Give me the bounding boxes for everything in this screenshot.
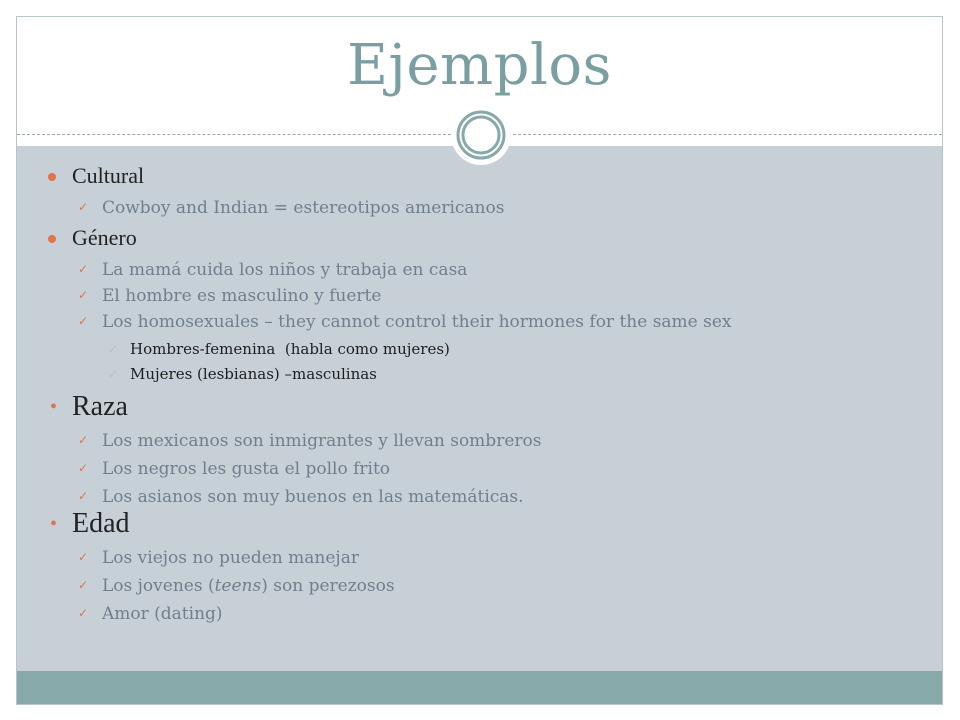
- heading-text: Cultural: [72, 163, 145, 188]
- checkmark-icon: ✓: [78, 262, 89, 276]
- list-item-cultural: [72, 163, 144, 189]
- footer-bar: [17, 671, 942, 705]
- checkmark-icon: ✓: [78, 200, 89, 214]
- slide: [16, 16, 943, 705]
- list-subitem: [78, 548, 359, 568]
- checkmark-icon: ✓: [78, 550, 89, 564]
- heading-text: Género: [72, 225, 137, 250]
- subitem-text: Los mexicanos son inmigrantes y llevan sombreros: [102, 431, 542, 451]
- checkmark-icon: ✓: [78, 433, 89, 447]
- checkmark-icon: ✓: [78, 578, 89, 592]
- subitem-text: La mamá cuida los niños y trabaja en casa: [102, 260, 468, 280]
- list-subsubitem: [108, 365, 377, 383]
- list-subitem: [78, 312, 732, 332]
- subitem-text: Los jovenes (: [102, 576, 215, 596]
- subitem-text: Cowboy and Indian = estereotipos americanos: [102, 198, 505, 218]
- subitem-italic-text: teens: [214, 576, 262, 596]
- list-subitem: [78, 286, 382, 306]
- checkmark-icon: ✓: [78, 489, 89, 503]
- list-subitem: [78, 604, 223, 624]
- subitem-text: Amor (dating): [102, 604, 223, 624]
- list-subitem: [78, 576, 395, 596]
- list-item-edad: [50, 508, 130, 540]
- list-subitem: [78, 487, 524, 507]
- bullet-dot-icon: [48, 235, 56, 243]
- list-subitem: [78, 459, 391, 479]
- subitem-text-tail: ) son perezosos: [261, 576, 395, 596]
- list-subitem: [78, 431, 542, 451]
- bullet-dot-icon: •: [50, 396, 58, 418]
- subitem-text: Los viejos no pueden manejar: [102, 548, 359, 568]
- checkmark-icon: ✓: [78, 314, 89, 328]
- list-subsubitem: [108, 340, 450, 358]
- checkmark-icon: ✓: [78, 288, 89, 302]
- checkmark-icon: ✓: [78, 606, 89, 620]
- slide-title: Ejemplos: [347, 33, 612, 98]
- bullet-dot-icon: [48, 173, 56, 181]
- ring-ornament-icon: [451, 105, 511, 165]
- checkmark-icon: ✓: [108, 342, 119, 356]
- subitem-text: Los homosexuales – they cannot control their hormones for the same sex: [102, 312, 732, 332]
- subsubitem-text: Mujeres (lesbianas) –masculinas: [130, 365, 377, 383]
- checkmark-icon: ✓: [108, 367, 119, 381]
- subitem-text: Los negros les gusta el pollo frito: [102, 459, 391, 479]
- checkmark-icon: ✓: [78, 461, 89, 475]
- subitem-text: El hombre es masculino y fuerte: [102, 286, 382, 306]
- heading-text: Edad: [72, 508, 130, 539]
- list-item-genero: [72, 225, 137, 251]
- heading-text: Raza: [72, 391, 128, 422]
- subitem-text: Los asianos son muy buenos en las matemáticas.: [102, 487, 524, 507]
- bullet-dot-icon: •: [50, 513, 58, 535]
- subsubitem-text: Hombres-femenina (habla como mujeres): [130, 340, 450, 358]
- list-subitem: [78, 260, 468, 280]
- list-subitem: [78, 198, 505, 218]
- list-item-raza: [50, 391, 128, 423]
